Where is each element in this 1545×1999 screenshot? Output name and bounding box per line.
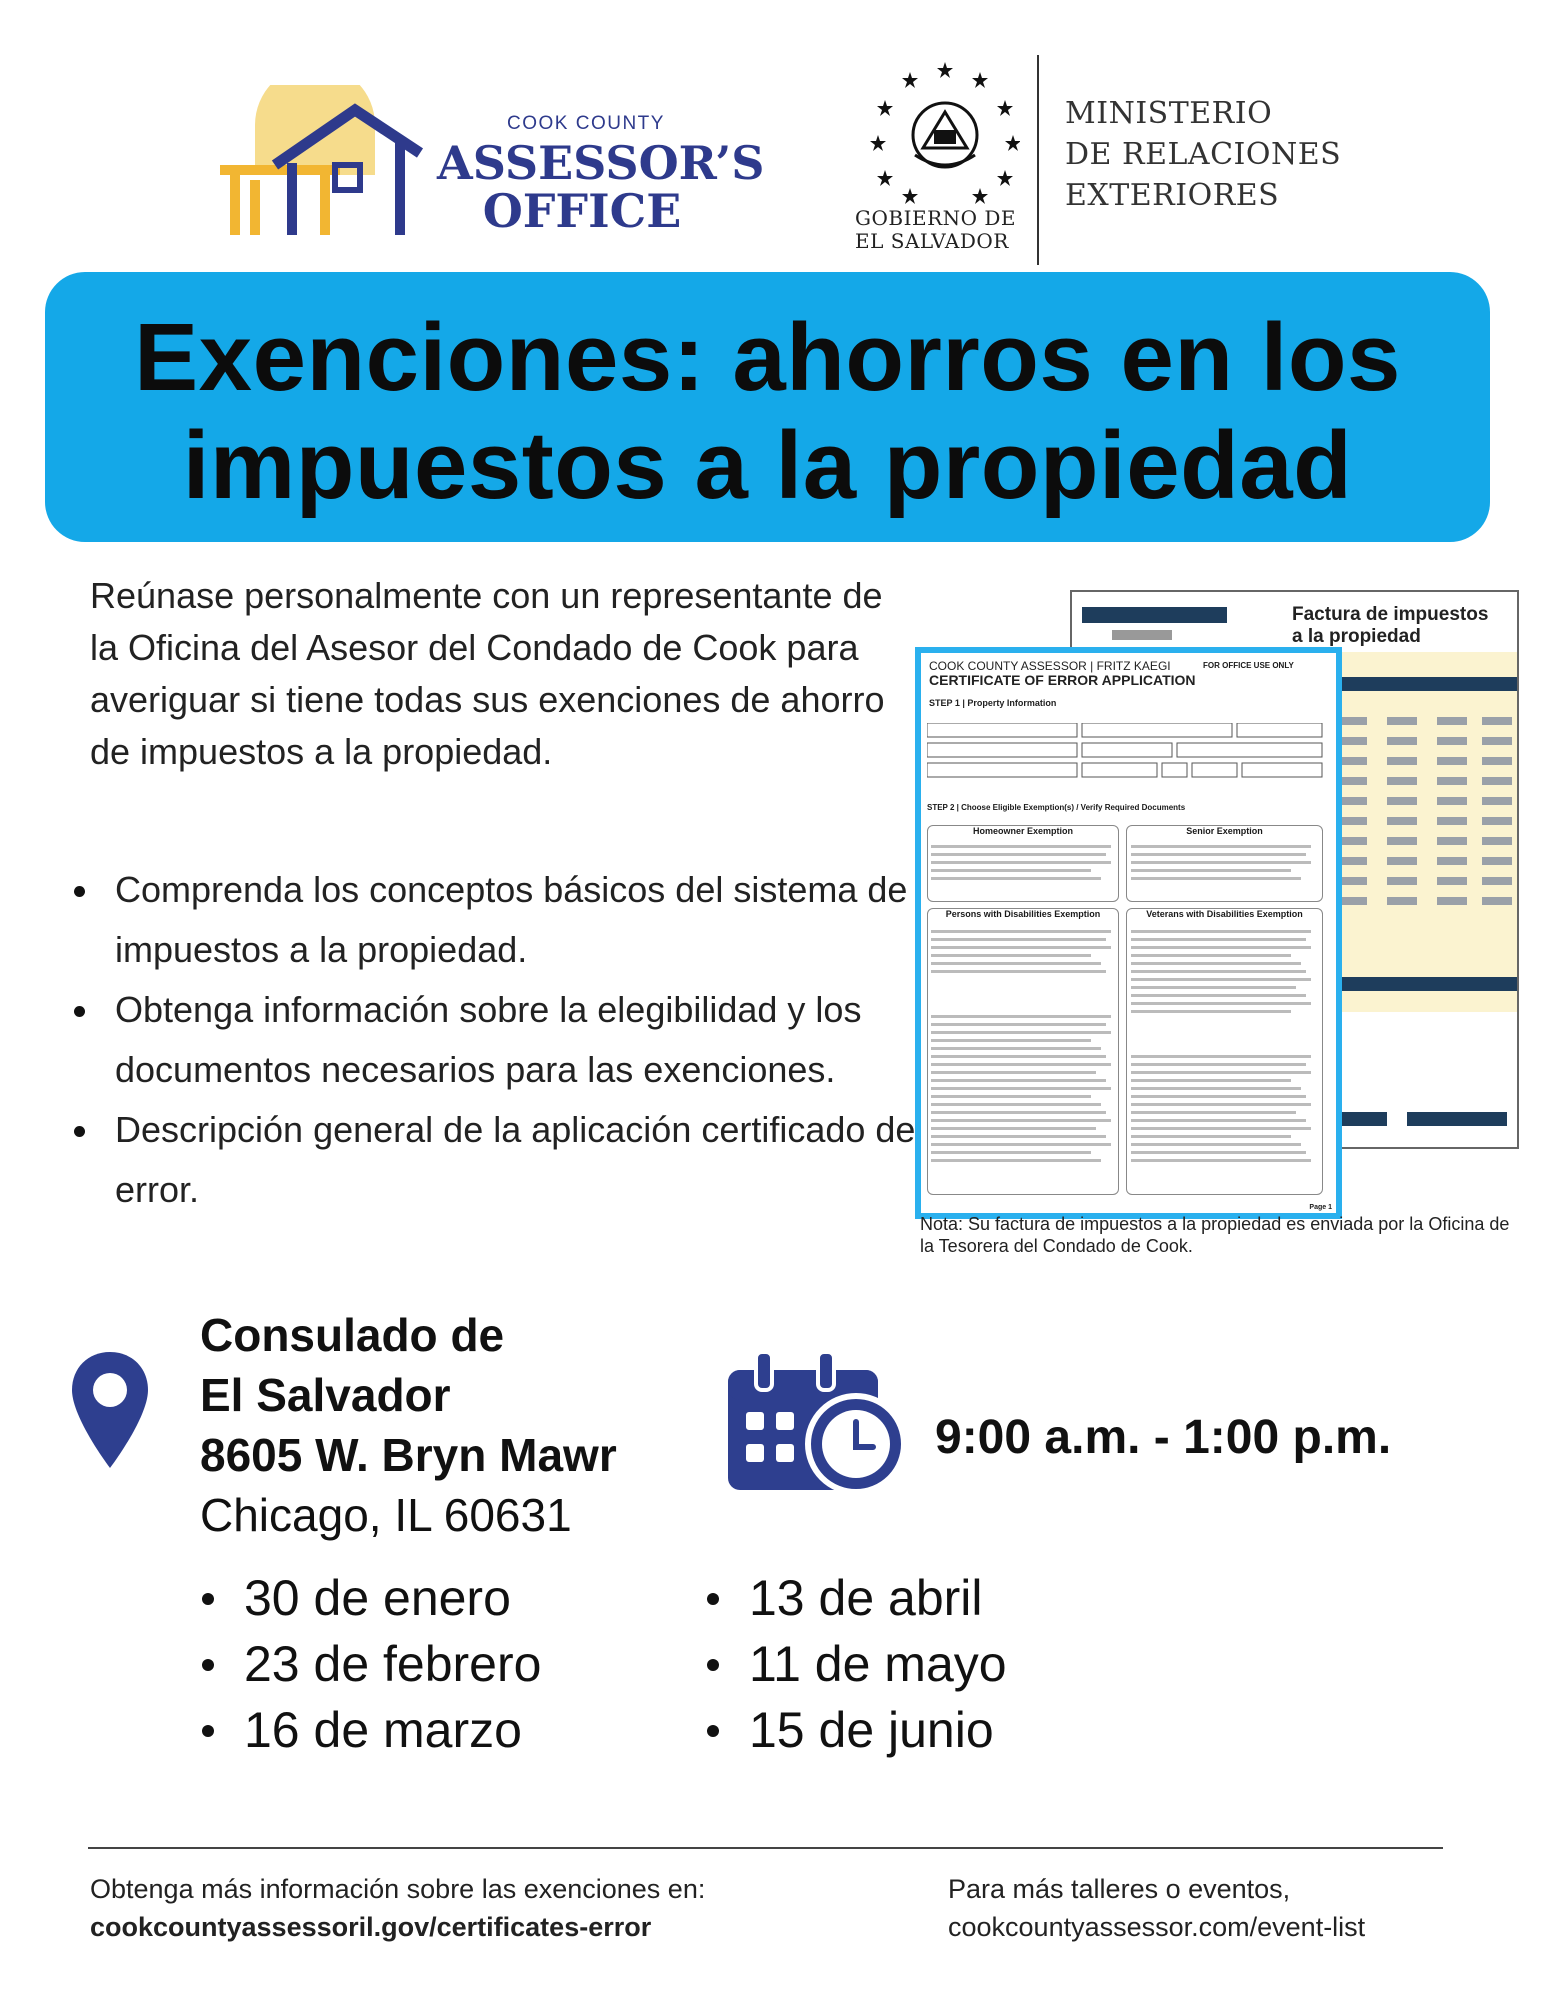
location-name-line1: Consulado de bbox=[200, 1309, 505, 1361]
assessor-county: COOK COUNTY bbox=[507, 113, 665, 134]
document-preview bbox=[915, 585, 1525, 1256]
logo-divider bbox=[1037, 55, 1039, 265]
assessor-logo bbox=[215, 85, 765, 245]
coat-of-arms-icon bbox=[870, 60, 1020, 210]
bill-footer-bar bbox=[1407, 1112, 1507, 1126]
form-section-title: Senior Exemption bbox=[1186, 826, 1263, 836]
ministry-name bbox=[1065, 93, 1341, 216]
bullet-dot bbox=[707, 1659, 719, 1671]
form-fields-graphic bbox=[927, 723, 1327, 803]
list-item bbox=[705, 1631, 1007, 1697]
salvador-government-logo bbox=[850, 55, 1370, 270]
list-item bbox=[705, 1565, 1007, 1631]
assessor-name-line2: OFFICE bbox=[482, 184, 682, 238]
form-step1: STEP 1 | Property Information bbox=[929, 698, 1057, 708]
form-page-number: Page 1 bbox=[1309, 1204, 1332, 1211]
location-pin-icon bbox=[70, 1350, 150, 1470]
footer-right-label: Para más talleres o eventos, bbox=[948, 1874, 1291, 1904]
assessor-name-line1: ASSESSOR’S bbox=[437, 136, 765, 190]
bill-header-bar bbox=[1082, 607, 1227, 623]
form-step2: STEP 2 | Choose Eligible Exemption(s) / Verify Required Documents bbox=[927, 803, 1186, 812]
list-item bbox=[70, 980, 920, 1100]
seal-caption-line2: EL SALVADOR bbox=[855, 229, 1009, 253]
bill-title bbox=[1292, 604, 1488, 648]
event-dates-right bbox=[705, 1565, 1007, 1763]
seal-caption-line1: GOBIERNO DE bbox=[855, 206, 1017, 230]
bullet-text: Descripción general de la aplicación certificado de error. bbox=[115, 1109, 916, 1210]
page-title bbox=[45, 304, 1490, 520]
form-header-text: COOK COUNTY ASSESSOR | FRITZ KAEGI bbox=[929, 659, 1171, 673]
bill-rows-graphic bbox=[1327, 712, 1517, 962]
list-item bbox=[70, 1100, 920, 1220]
event-date: 15 de junio bbox=[749, 1702, 994, 1758]
calendar-clock-icon bbox=[728, 1352, 908, 1492]
bill-title-line2: a la propiedad bbox=[1292, 626, 1421, 647]
title-line2: impuestos a la propiedad bbox=[182, 412, 1353, 519]
list-item bbox=[70, 860, 920, 980]
footer-left-label: Obtenga más información sobre las exenciones en: bbox=[90, 1874, 706, 1904]
location-name-line2: El Salvador bbox=[200, 1369, 451, 1421]
event-list-link[interactable]: cookcountyassessor.com/event-list bbox=[948, 1912, 1366, 1942]
event-date: 23 de febrero bbox=[244, 1636, 542, 1692]
footer-exemptions-info bbox=[90, 1870, 705, 1946]
bill-header-stub bbox=[1112, 630, 1172, 640]
event-dates-left bbox=[200, 1565, 541, 1763]
bill-section-bar bbox=[1327, 677, 1517, 691]
benefit-list bbox=[70, 860, 920, 1220]
bullet-dot bbox=[74, 886, 85, 897]
bullet-dot bbox=[202, 1593, 214, 1605]
form-title: CERTIFICATE OF ERROR APPLICATION bbox=[929, 672, 1196, 688]
list-item bbox=[705, 1697, 1007, 1763]
list-item bbox=[200, 1565, 541, 1631]
form-section-title: Veterans with Disabilities Exemption bbox=[1146, 909, 1303, 919]
event-date: 11 de mayo bbox=[749, 1636, 1007, 1692]
ministry-line3: EXTERIORES bbox=[1065, 178, 1280, 213]
assessor-name bbox=[437, 136, 765, 238]
city-state-zip: Chicago, IL 60631 bbox=[200, 1489, 572, 1541]
seal-caption bbox=[855, 207, 1016, 253]
house-icon bbox=[215, 85, 445, 245]
footer-events-info bbox=[948, 1870, 1365, 1946]
intro-paragraph: Reúnase personalmente con un representante de la Oficina del Asesor del Condado de Cook para averiguar si tiene todas sus exenciones de ahorro de impuestos a la propiedad. bbox=[90, 575, 885, 772]
form-text-lines-graphic bbox=[931, 845, 1321, 1185]
street-address: 8605 W. Bryn Mawr bbox=[200, 1429, 617, 1481]
bullet-text: Obtenga información sobre la elegibilidad y los documentos necesarios para las exenciones. bbox=[115, 989, 862, 1090]
bill-section-bar bbox=[1327, 977, 1517, 991]
location-address bbox=[200, 1305, 617, 1545]
event-date: 16 de marzo bbox=[244, 1702, 522, 1758]
bullet-dot bbox=[74, 1006, 85, 1017]
bill-title-line1: Factura de impuestos bbox=[1292, 604, 1489, 625]
event-hours: 9:00 a.m. - 1:00 p.m. bbox=[935, 1411, 1392, 1464]
ministry-line2: DE RELACIONES bbox=[1065, 137, 1342, 172]
form-section-title: Homeowner Exemption bbox=[972, 826, 1073, 836]
event-date: 30 de enero bbox=[244, 1570, 511, 1626]
bullet-dot bbox=[202, 1659, 214, 1671]
title-banner bbox=[45, 272, 1490, 542]
certificate-of-error-form-image bbox=[915, 647, 1342, 1219]
form-section-title: Persons with Disabilities Exemption bbox=[945, 909, 1101, 919]
tax-bill-note: Nota: Su factura de impuestos a la propiedad es enviada por la Oficina de la Tesorera del Condado de Cook. bbox=[920, 1214, 1510, 1256]
list-item bbox=[200, 1697, 541, 1763]
title-line1: Exenciones: ahorros en los bbox=[134, 304, 1401, 411]
list-item bbox=[200, 1631, 541, 1697]
bullet-text: Comprenda los conceptos básicos del sistema de impuestos a la propiedad. bbox=[115, 869, 908, 970]
bullet-dot bbox=[707, 1593, 719, 1605]
bullet-dot bbox=[707, 1725, 719, 1737]
bullet-dot bbox=[74, 1126, 85, 1137]
footer-divider bbox=[88, 1847, 1443, 1849]
form-header bbox=[929, 659, 1196, 710]
ministry-line1: MINISTERIO bbox=[1065, 96, 1273, 131]
bullet-dot bbox=[202, 1725, 214, 1737]
event-date: 13 de abril bbox=[749, 1570, 983, 1626]
form-office-use: FOR OFFICE USE ONLY bbox=[1203, 661, 1294, 670]
certificates-error-link[interactable]: cookcountyassessoril.gov/certificates-error bbox=[90, 1912, 652, 1942]
